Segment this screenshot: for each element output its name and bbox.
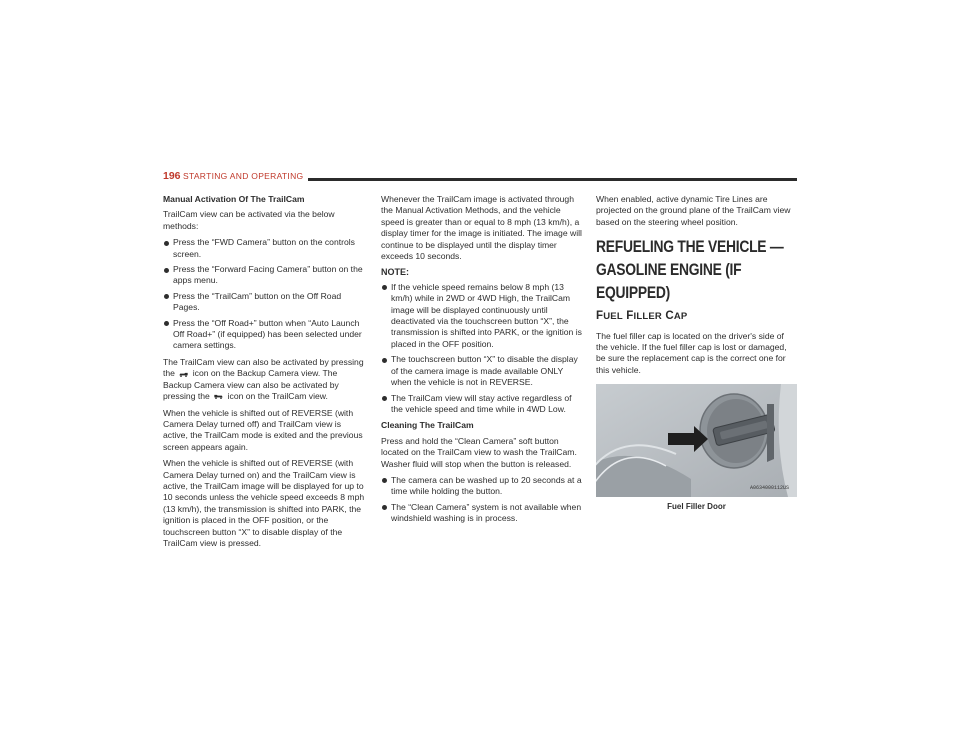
list-item: The “Clean Camera” system is not available when windshield washing is in process.	[381, 502, 582, 525]
bullet-icon	[164, 268, 169, 273]
bullet-icon	[382, 478, 387, 483]
bullet-icon	[382, 358, 387, 363]
backup-camera-vehicle-icon	[213, 394, 224, 399]
column-3	[596, 194, 797, 513]
fuel-filler-door-illustration	[596, 384, 797, 497]
figure-code: A0634000112US	[749, 484, 789, 491]
bullet-icon	[164, 321, 169, 326]
page-number: 196	[163, 170, 181, 182]
activation-methods-list	[163, 237, 368, 352]
display-timer-paragraph: Whenever the TrailCam image is activated through the Manual Activation Methods, and the vehicle speed is greater than or equal to 8 mph (13 km/h), a display timer for the image is initiated. The image will continue to be displayed until the display timer exceeds 10 seconds.	[381, 194, 582, 262]
cleaning-paragraph: Press and hold the “Clean Camera” soft button located on the TrailCam view to wash the TrailCam. Washer fluid will stop when the button is released.	[381, 435, 577, 469]
cleaning-heading: Cleaning The TrailCam	[381, 420, 474, 431]
header-rule	[308, 178, 797, 181]
list-item: Press the “TrailCam” button on the Off Road Pages.	[163, 291, 368, 314]
section-name: STARTING AND OPERATING	[183, 170, 304, 181]
column-2	[381, 194, 582, 530]
note-list	[381, 282, 582, 415]
cleaning-list	[381, 475, 582, 525]
fuel-filler-cap-heading: FUEL FILLER CAP	[596, 310, 688, 323]
manual-activation-heading: Manual Activation Of The TrailCam	[163, 194, 305, 204]
list-item: Press the “FWD Camera” button on the controls screen.	[163, 237, 368, 260]
icon-activation-paragraph: The TrailCam view can also be activated by pressing the icon on the Backup Camera view. The Backup Camera view can also be activated by pressing the icon on the TrailCam view.	[163, 356, 364, 402]
bullet-icon	[164, 294, 169, 299]
fuel-filler-door-image	[596, 384, 797, 497]
note-label: NOTE:	[381, 267, 409, 278]
bullet-icon	[382, 505, 387, 510]
column-1	[163, 194, 368, 554]
trailcam-vehicle-icon	[178, 372, 189, 377]
list-item: Press the “Forward Facing Camera” button on the apps menu.	[163, 264, 368, 287]
fuel-filler-paragraph: The fuel filler cap is located on the driver's side of the vehicle. If the fuel filler cap is lost or damaged, be sure the replacement cap is the correct one for this vehicle.	[596, 330, 787, 375]
list-item: The touchscreen button “X” to disable the display of the camera image is made available ONLY when the vehicle is not in REVERSE.	[381, 354, 582, 388]
bullet-icon	[382, 285, 387, 290]
manual-activation-intro: TrailCam view can be activated via the below methods:	[163, 209, 335, 231]
bullet-icon	[164, 241, 169, 246]
list-item: Press the “Off Road+” button when “Auto Launch Off Road+” (if equipped) has been selected under camera settings.	[163, 318, 368, 352]
tire-lines-paragraph: When enabled, active dynamic Tire Lines are projected on the ground plane of the TrailCam view based on the steering wheel position.	[596, 194, 791, 227]
reverse-delay-off-paragraph: When the vehicle is shifted out of REVERSE (with Camera Delay turned off) and TrailCam view is active, the TrailCam mode is exited and the previous screen appears again.	[163, 407, 363, 452]
reverse-delay-on-paragraph: When the vehicle is shifted out of REVERSE (with Camera Delay turned on) and the TrailCam view is active, the TrailCam image will be displayed for up to 10 seconds unless the vehicle speed exceeds 8 mph (13 km/h), the transmission is shifted into PARK, the ignition is placed in the OFF position, or the touchscreen button “X” to disable display of the TrailCam view is pressed.	[163, 458, 365, 548]
page-header	[163, 170, 797, 186]
figure-caption: Fuel Filler Door	[667, 502, 726, 512]
list-item: The TrailCam view will stay active regardless of the vehicle speed and time while in 4WD Low.	[381, 393, 582, 416]
list-item: If the vehicle speed remains below 8 mph (13 km/h) while in 2WD or 4WD High, the TrailCam image will be displayed continuously until deactivated via the touchscreen button “X”, the transmission is shifted into PARK, or the ignition is placed in the OFF position.	[381, 282, 582, 350]
list-item: The camera can be washed up to 20 seconds at a time while holding the button.	[381, 475, 582, 498]
bullet-icon	[382, 396, 387, 401]
refueling-title: REFUELING THE VEHICLE — GASOLINE ENGINE (IF EQUIPPED)	[596, 238, 784, 303]
